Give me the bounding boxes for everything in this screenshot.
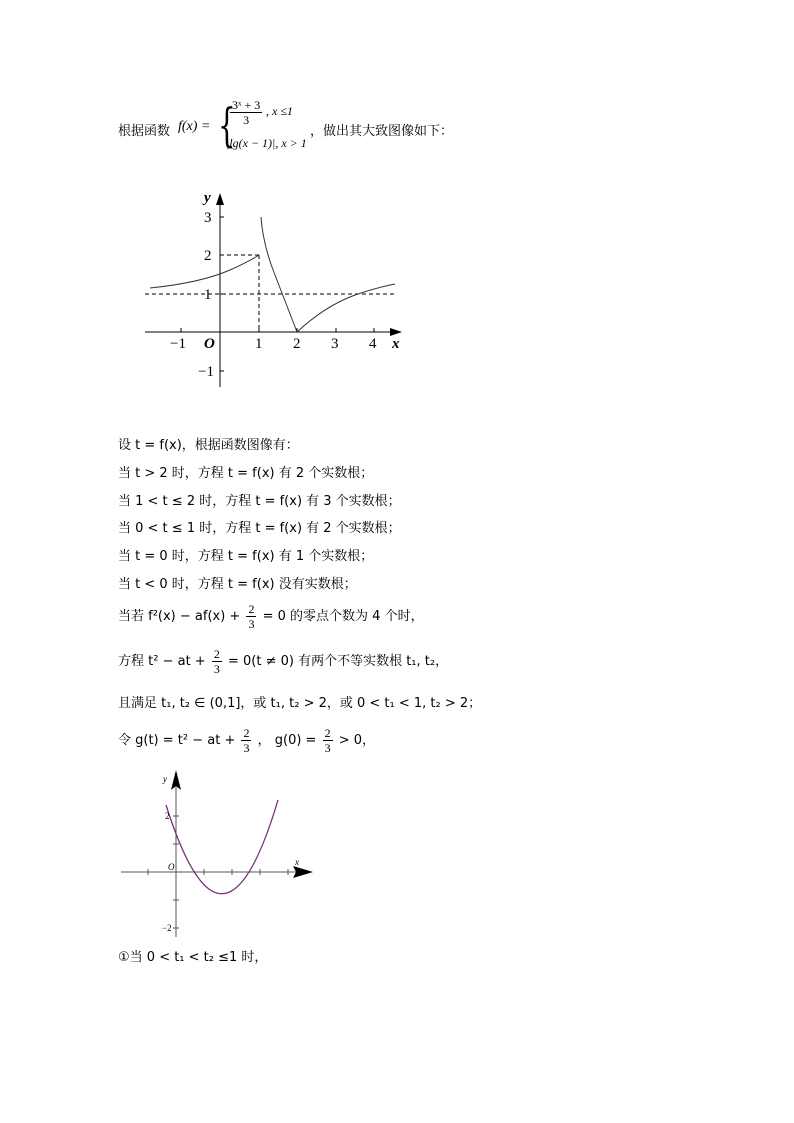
text-line-1: 设 t = f(x)，根据函数图像有：	[118, 438, 299, 453]
x-tick-3: 3	[331, 336, 339, 352]
line10-b: ， g(0) =	[257, 733, 317, 748]
text-line-10	[118, 725, 375, 757]
origin-label-2: O	[168, 862, 175, 872]
line10-frac2-num: 2	[324, 726, 331, 740]
y-tick-2: 2	[204, 248, 212, 264]
piece1-den: 3	[243, 113, 250, 127]
line7-a: 当若 f²(x) − af(x) +	[118, 609, 241, 624]
text-line-11: ①当 0 < t₁ < t₂ ≤1 时，	[118, 950, 268, 965]
line7-b: = 0 的零点个数为 4 个时，	[262, 609, 424, 624]
line10-frac-den: 3	[243, 741, 250, 755]
parabola-curve	[166, 800, 278, 894]
line10-a: 令 g(t) = t² − at +	[118, 733, 236, 748]
piece1-cond: , x ≤1	[266, 104, 293, 118]
y-tick-3: 3	[204, 210, 212, 226]
piecewise-brace: {	[218, 98, 236, 152]
line7-frac	[246, 602, 256, 631]
x-axis	[145, 328, 402, 336]
graph-fx	[140, 180, 410, 395]
intro-lead: 根据函数	[118, 124, 171, 139]
text-line-8	[118, 646, 448, 678]
origin-label: O	[204, 336, 215, 352]
line7-frac-den: 3	[248, 617, 255, 631]
line8-frac	[212, 647, 222, 676]
line8-frac-den: 3	[213, 662, 220, 676]
text-line-3: 当 1 < t ≤ 2 时，方程 t = f(x) 有 3 个实数根；	[118, 494, 401, 509]
piece2: |lg(x − 1)|, x > 1	[226, 136, 307, 150]
line10-c: > 0，	[338, 733, 376, 748]
intro-tail: ，做出其大致图像如下：	[310, 124, 454, 139]
y-tick-2-label: 2	[165, 811, 170, 821]
curve-right-rising	[297, 284, 395, 332]
x-axis-label: x	[392, 336, 400, 352]
x-axis-2	[121, 866, 313, 878]
y-axis	[216, 193, 224, 387]
line7-frac-num: 2	[248, 602, 255, 616]
line8-frac-num: 2	[213, 647, 220, 661]
line10-frac2-den: 3	[324, 741, 331, 755]
line10-frac-num: 2	[243, 726, 250, 740]
x-tick-4: 4	[369, 336, 377, 352]
piece1-fraction	[230, 98, 262, 127]
text-line-6: 当 t < 0 时，方程 t = f(x) 没有实数根；	[118, 577, 357, 592]
text-line-2: 当 t > 2 时，方程 t = f(x) 有 2 个实数根；	[118, 466, 374, 481]
text-line-5: 当 t = 0 时，方程 t = f(x) 有 1 个实数根；	[118, 549, 374, 564]
text-line-7	[118, 601, 424, 633]
piece1-num: 3ˣ + 3	[232, 98, 261, 112]
x-tick-2: 2	[293, 336, 301, 352]
line10-frac2	[323, 726, 333, 755]
line8-a: 方程 t² − at +	[118, 654, 206, 669]
curve-right-falling	[261, 217, 297, 332]
text-line-4: 当 0 < t ≤ 1 时，方程 t = f(x) 有 2 个实数根；	[118, 521, 401, 536]
x-tick-1: 1	[255, 336, 263, 352]
line10-frac	[241, 726, 251, 755]
y-axis-label-2: y	[163, 774, 167, 784]
text-line-9: 且满足 t₁, t₂ ∈ (0,1]，或 t₁, t₂ > 2，或 0 < t₁ < 1, t₂ > 2；	[118, 696, 482, 711]
graph-gt	[118, 765, 318, 940]
y-tick-neg2-label: −2	[162, 923, 172, 933]
y-axis-label: y	[204, 190, 211, 206]
y-tick-1: 1	[204, 287, 212, 303]
y-tick-neg1: −1	[198, 364, 214, 380]
y-axis-2	[171, 770, 181, 937]
x-tick-neg1: −1	[170, 336, 186, 352]
intro-func: f(x) =	[178, 119, 211, 134]
line8-b: = 0(t ≠ 0) 有两个不等实数根 t₁, t₂，	[227, 654, 449, 669]
x-axis-label-2: x	[295, 857, 299, 867]
